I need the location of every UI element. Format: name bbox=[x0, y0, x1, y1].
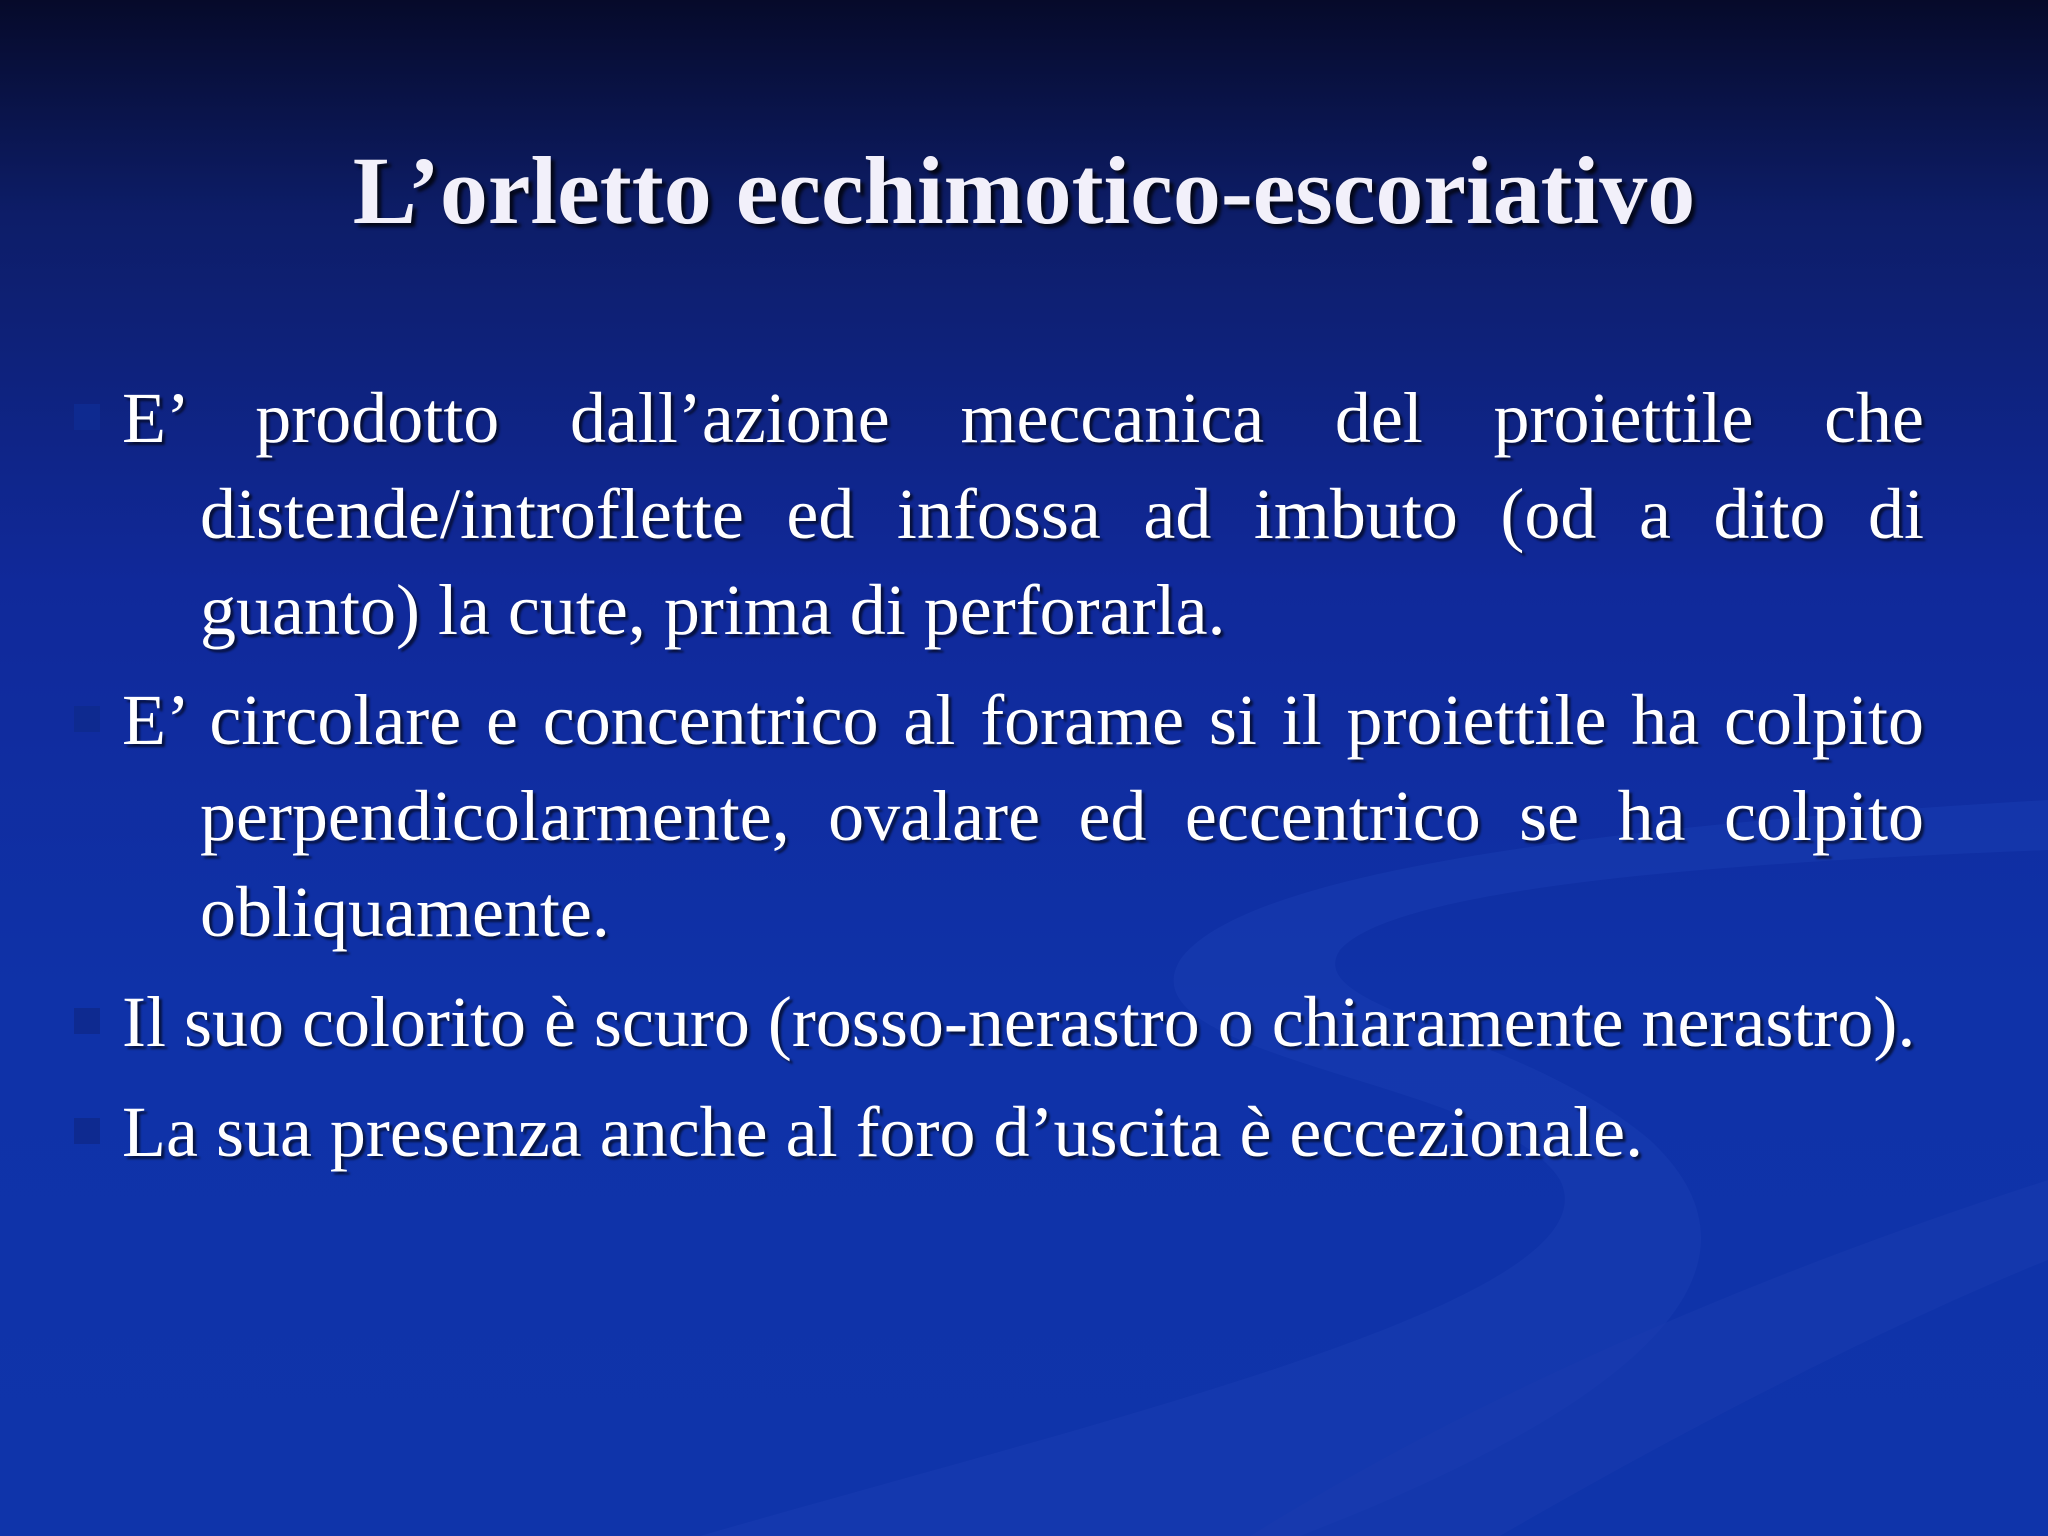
slide-title: L’orletto ecchimotico-escoriativo bbox=[352, 137, 1696, 244]
square-bullet-icon bbox=[74, 1008, 100, 1034]
bullet-text: E’ prodotto dall’azione meccanica del proiettile che distende/introflette ed infossa ad imbuto (od a dito di guanto) la cute, prima di perforarla. bbox=[122, 378, 1924, 650]
bullet-text: La sua presenza anche al foro d’uscita è eccezionale. bbox=[122, 1092, 1644, 1172]
bullet-item bbox=[122, 1084, 1924, 1180]
bullet-item bbox=[122, 974, 1924, 1070]
square-bullet-icon bbox=[74, 706, 100, 732]
bullet-list bbox=[122, 370, 1924, 1194]
bullet-text: Il suo colorito è scuro (rosso-nerastro o chiaramente nerastro). bbox=[122, 982, 1916, 1062]
square-bullet-icon bbox=[74, 404, 100, 430]
square-bullet-icon bbox=[74, 1118, 100, 1144]
bullet-item bbox=[122, 370, 1924, 658]
bullet-text: E’ circolare e concentrico al forame si il proiettile ha colpito perpendicolarmente, ovalare ed eccentrico se ha colpito obliquamente. bbox=[122, 680, 1924, 952]
bullet-item bbox=[122, 672, 1924, 960]
